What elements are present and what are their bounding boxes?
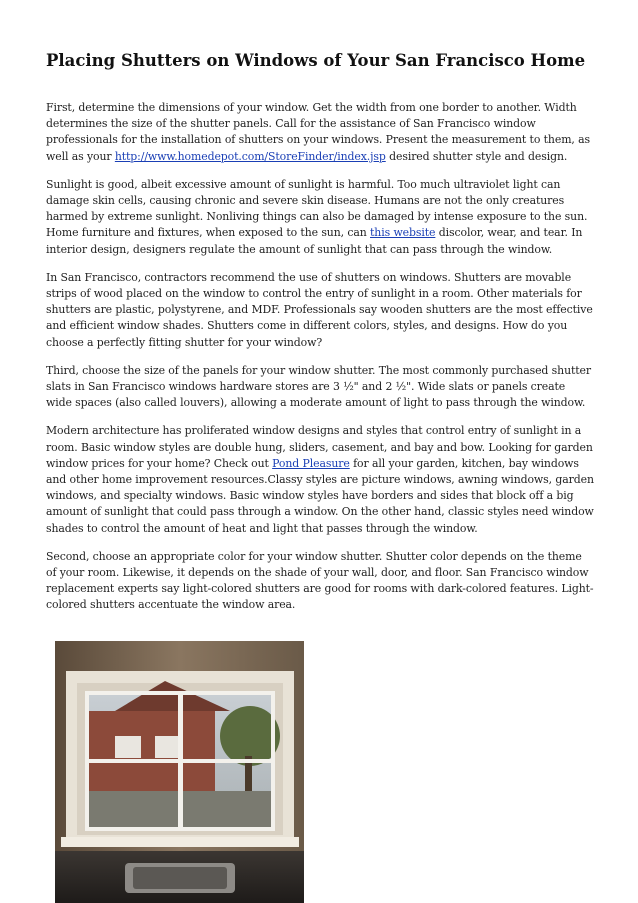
paragraph-text: desired shutter style and design. — [385, 149, 568, 163]
paragraph-text: discolor, wear, and tear. In interior design, designers regulate the amount of sunlight that can pass through the window. — [46, 226, 583, 256]
paragraph-contractors: In San Francisco, contractors recommend the use of shutters on windows. Shutters are movable strips of wood placed on the window to control the entry of sunlight in a room. Other materials for shutters are plastic, polystyrene, and MDF. Professionals say wooden shutters are the most effective and efficient window shades. Shutters come in different colors, styles, and designs. How do you choose a perfectly fitting shutter for your window? — [46, 270, 593, 349]
window-photo — [55, 641, 304, 903]
paragraph-text: Sunlight is good, albeit excessive amount of sunlight is harmful. Too much ultraviolet light can damage skin cells, causing chronic and severe skin disease. Humans are not the only creatures harmed by extreme sunlight. Nonliving things can also be damaged by intense exposure to the sun. Home furniture and fixtures, when exposed to the sun, can — [46, 177, 588, 240]
homedepot-link[interactable]: http://www.homedepot.com/StoreFinder/index.jsp — [114, 149, 386, 163]
document-page — [46, 0, 594, 614]
paragraph-text: for all your garden, kitchen, bay windows and other home improvement resources.Classy styles are picture windows, awning windows, garden windows, and specialty windows. Basic window styles have borders and sides that block off a big amount of sunlight that could pass through a window. On the other hand, classic styles need window shades to control the amount of heat and light that passes through the window. — [46, 456, 594, 535]
paragraph-color: Second, choose an appropriate color for your window shutter. Shutter color depends on the theme of your room. Likewise, it depends on the shade of your wall, door, and floor. San Francisco window replacement experts say light-colored shutters are good for rooms with dark-colored features. Light-colored shutters accentuate the window area. — [46, 549, 594, 612]
paragraph-panel-size: Third, choose the size of the panels for your window shutter. The most commonly purchased shutter slats in San Francisco windows hardware stores are 3 ½" and 2 ½". Wide slats or panels create wide spaces (also called louvers), allowing a moderate amount of light to pass through the window. — [46, 363, 591, 410]
paragraph-window-styles — [46, 423, 594, 536]
paragraph-sunlight — [46, 177, 594, 258]
page-title: Placing Shutters on Windows of Your San Francisco Home — [46, 51, 586, 70]
paragraph-dimensions — [46, 100, 594, 165]
pond-pleasure-link[interactable]: Pond Pleasure — [272, 456, 350, 470]
paragraph-text: First, determine the dimensions of your window. Get the width from one border to another. Width determines the size of the shutter panels. Call for the assistance of San Francisco window professionals for the installation of shutters on your windows. Present the measurement to them, as well as your — [46, 101, 591, 163]
paragraph-text: Modern architecture has proliferated window designs and styles that control entry of sunlight in a room. Basic window styles are double hung, sliders, casement, and bay and bow. Looking for garden window prices for your home? Check out — [46, 424, 593, 470]
this-website-link[interactable]: this website — [370, 226, 436, 240]
